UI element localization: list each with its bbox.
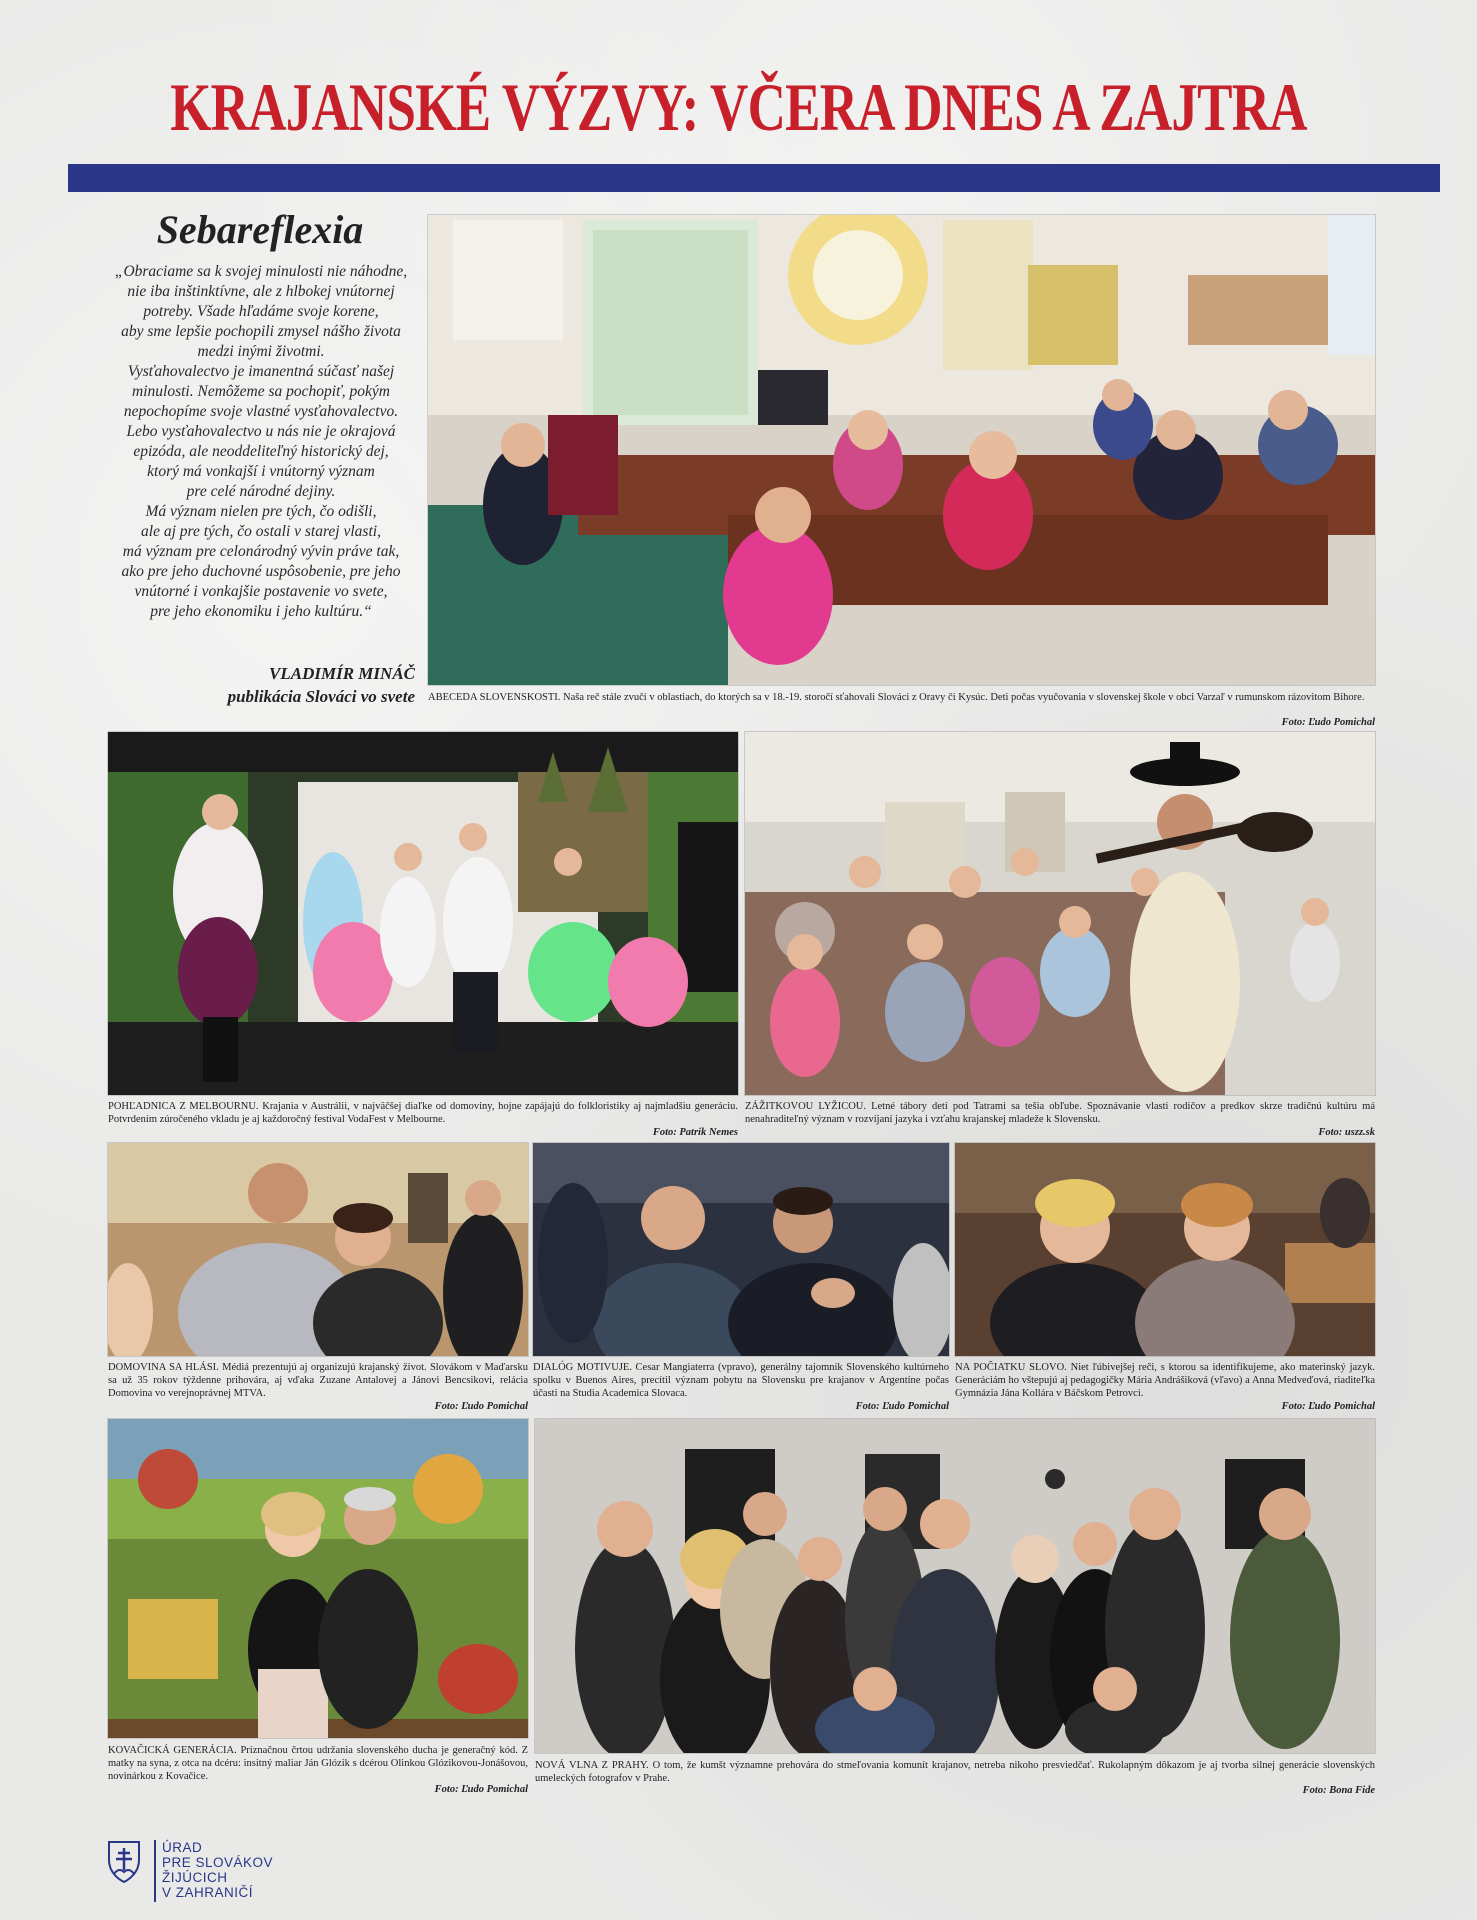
logo-text [162,1840,273,1900]
spoon-photo [745,732,1375,1095]
slovo-photo [955,1143,1375,1356]
classroom-caption: ABECEDA SLOVENSKOSTI. Naša reč stále zvučí v oblastiach, do ktorých sa v 18.-19. storočí sťahovali Slováci z Oravy či Kysúc. Deti počas vyučovania v slovenskej škole v obci Varzaľ v rumunskom rázovitom Bihore. [428,692,1365,703]
kovacica-credit: Foto: Ľudo Pomichal [434,1784,528,1795]
office-logo [106,1840,356,1904]
title-divider-bar [68,164,1440,192]
melbourne-photo [108,732,738,1095]
melbourne-credit: Foto: Patrik Nemes [652,1127,738,1138]
sidebar-quote: „Obraciame sa k svojej minulosti nie náhodne, nie iba inštinktívne, ale z hlbokej vnútornej potreby. Všade hľadáme svoje korene, aby sme lepšie pochopili zmysel nášho života medzi inými životmi. Vysťahovalectvo je imanentná súčasť našej minulosti. Nemôžeme sa pochopiť, pokým nepochopíme svoje vlastné vysťahovalectvo. Lebo vysťahovalectvo u nás nie je okrajová epizóda, ale neoddeliteľný historický dej, ktorý má vonkajší i vnútorný význam pre celé národné dejiny. Má význam nielen pre tých, čo odišli, ale aj pre tých, čo ostali v starej vlasti, má význam pre celonárodný vývin práve tak, ako pre jeho duchovné uspôsobenie, pre jeho vnútorné i vonkajšie postavenie vo svete, pre jeho ekonomiku i jeho kultúru.“ [114,263,408,620]
slovak-coat-of-arms-icon [106,1840,142,1884]
logo-divider [154,1840,156,1902]
dialog-caption: DIALÓG MOTIVUJE. Cesar Mangiaterra (vpravo), generálny tajomník Slovenského kultúrneho spolku v Buenos Aires, precítil význam pobytu na Slovensku pre krajanov v Argentíne počas účasti na Studia Academica Slovaca. [533,1362,949,1399]
dialog-photo [533,1143,949,1356]
quote-source: publikácia Slováci vo svete [227,687,415,706]
praha-credit: Foto: Bona Fide [1302,1785,1375,1796]
kovacica-photo [108,1419,528,1738]
classroom-credit: Foto: Ľudo Pomichal [1281,717,1375,728]
logo-line-3: ŽIJÚCICH [162,1870,228,1885]
melbourne-caption: POHĽADNICA Z MELBOURNU. Krajania v Austrálii, v najväčšej diaľke od domoviny, hojne zapájajú do folkloristiky aj najmladšiu generáciu. Potvrdením zúročeného vkladu je aj každoročný festival VodaFest v Melbourne. [108,1101,738,1125]
domovina-photo [108,1143,528,1356]
praha-photo [535,1419,1375,1753]
logo-line-1: ÚRAD [162,1840,203,1855]
sidebar-attribution [110,662,415,708]
domovina-credit: Foto: Ľudo Pomichal [434,1401,528,1412]
logo-line-4: V ZAHRANIČÍ [162,1885,254,1900]
spoon-credit: Foto: uszz.sk [1318,1127,1375,1138]
spoon-caption: ZÁŽITKOVOU LYŽICOU. Letné tábory detí pod Tatrami sa tešia obľube. Spoznávanie vlasti rodičov a predkov skrze tradičnú kultúru má nenahraditeľný význam v rozvíjaní jazyka i vzťahu krajanskej mladeže k Slovensku. [745,1101,1375,1125]
slovo-credit: Foto: Ľudo Pomichal [1281,1401,1375,1412]
domovina-caption: DOMOVINA SA HLÁSI. Médiá prezentujú aj organizujú krajanský život. Slovákom v Maďarsku sa už 35 rokov týždenne prihovára, aj vďaka Zuzane Antalovej a Jánovi Bencsikovi, relácia Domovina vo verejnoprávnej MTVA. [108,1362,528,1399]
page-title: KRAJANSKÉ VÝZVY: VČERA DNES A ZAJTRA [170,69,1307,145]
kovacica-caption: KOVAČICKÁ GENERÁCIA. Príznačnou črtou udržania slovenského ducha je generačný kód. Z matky na syna, z otca na dcéru: insitný maliar Ján Glózik s dcérou Olinkou Glózikovou-Jonášovou, novinárkou z Kovačice. [108,1745,528,1782]
logo-line-2: PRE SLOVÁKOV [162,1855,274,1870]
classroom-photo [428,215,1375,685]
sidebar-heading: Sebareflexia [156,207,364,252]
dialog-credit: Foto: Ľudo Pomichal [855,1401,949,1412]
quote-author: VLADIMÍR MINÁČ [269,664,415,683]
slovo-caption: NA POČIATKU SLOVO. Niet ľúbivejšej reči, s ktorou sa identifikujeme, ako materinský jazyk. Generáciám ho vštepujú aj pedagogičky Mária Andrášiková (vľavo) a Anna Medveďová, riaditeľka Gymnázia Jána Kollára v Báčskom Petrovci. [955,1362,1375,1399]
praha-caption: NOVÁ VLNA Z PRAHY. O tom, že kumšt významne prehovára do stmeľovania komunít krajanov, netreba nikoho presviedčať. Rukolapným dôkazom je aj tvorba silnej generácie slovenských umeleckých fotografov v Prahe. [535,1760,1375,1784]
